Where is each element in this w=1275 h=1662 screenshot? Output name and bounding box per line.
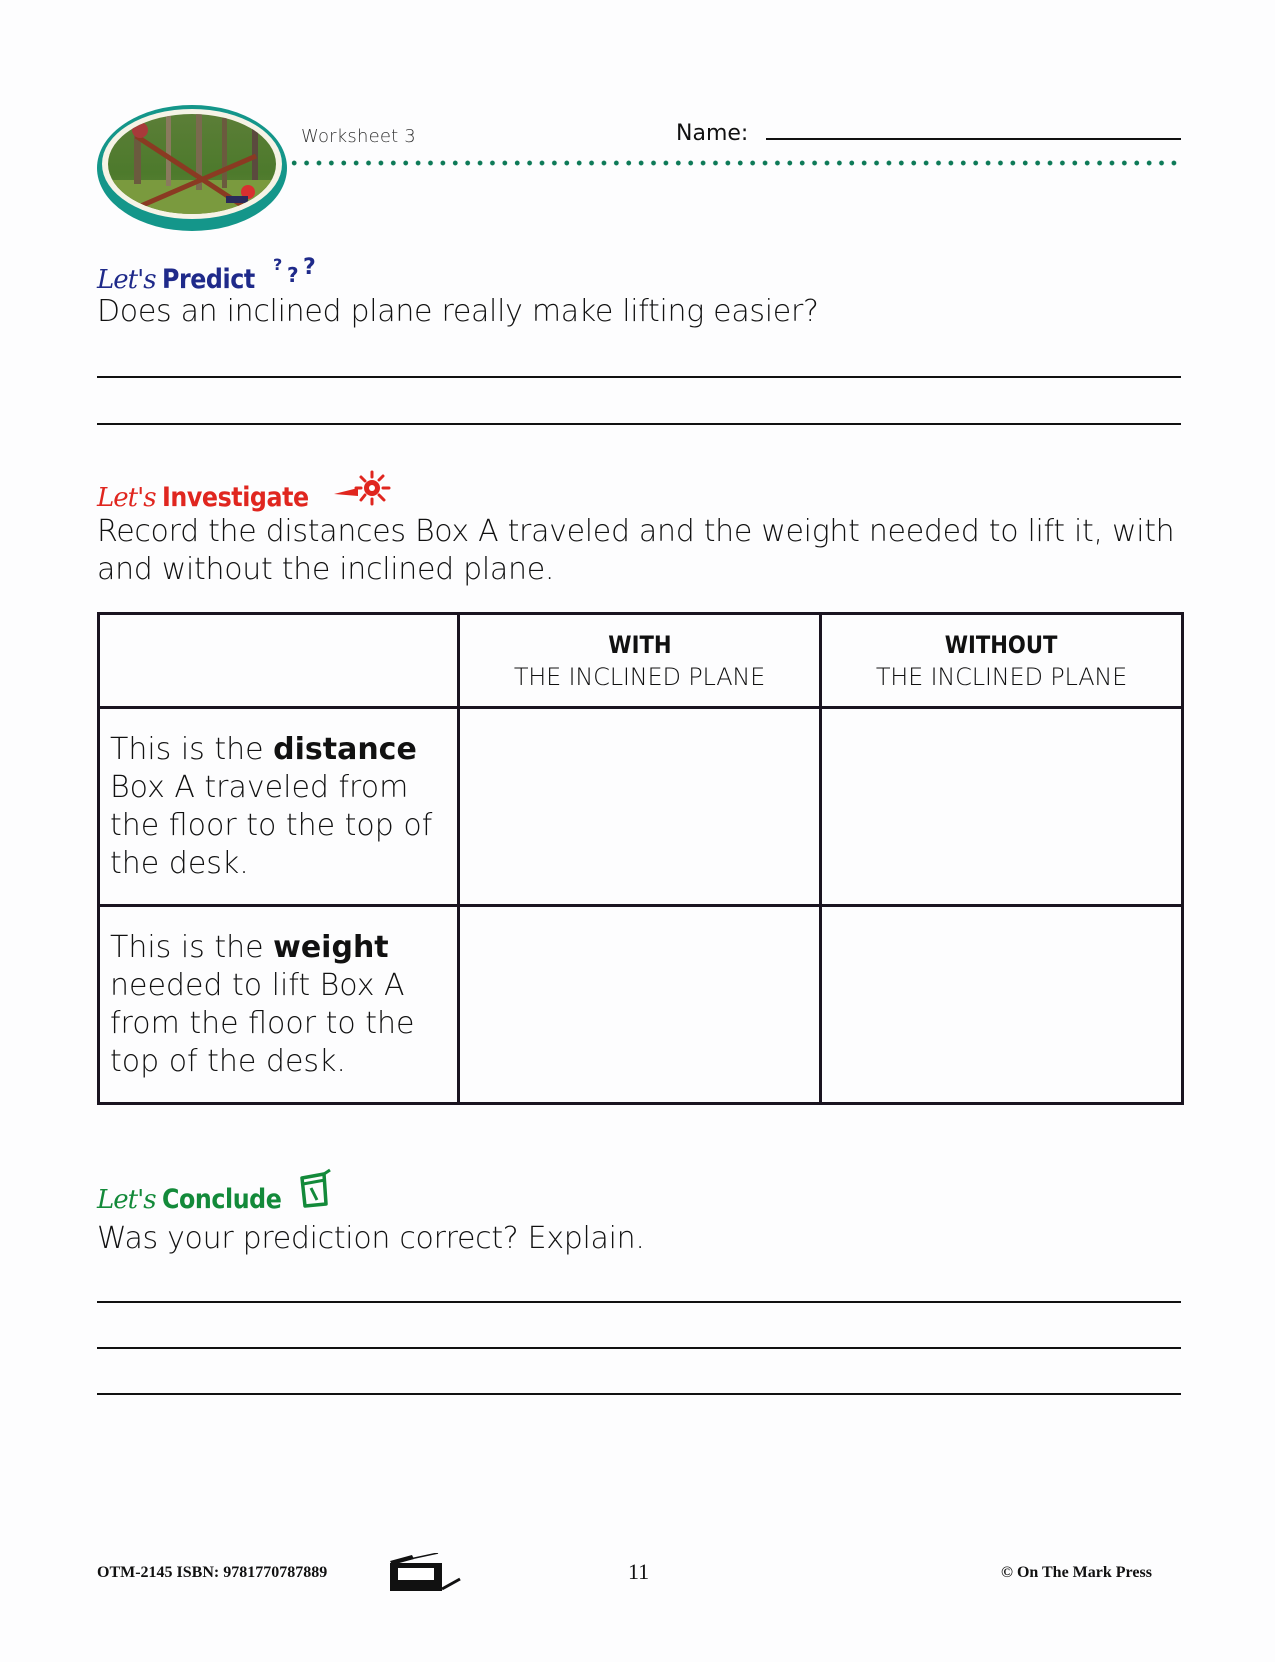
table-row xyxy=(99,708,1183,906)
seesaw-logo xyxy=(96,100,288,232)
clipboard-icon xyxy=(297,1168,333,1215)
svg-text:?: ? xyxy=(287,263,299,287)
predict-answer-line-1[interactable] xyxy=(97,376,1181,378)
predict-question: Does an inclined plane really make lifting easier? xyxy=(97,294,819,329)
splash-icon xyxy=(328,466,398,513)
page-number: 11 xyxy=(628,1559,650,1584)
name-input-line[interactable] xyxy=(766,138,1181,140)
weight-with-cell[interactable] xyxy=(459,906,821,1104)
row-label-suffix: needed to lift Box A from the floor to the top of the desk. xyxy=(110,967,415,1079)
conclude-heading xyxy=(97,1168,333,1215)
table-header-row xyxy=(99,614,1183,708)
conclude-question: Was your prediction correct? Explain. xyxy=(97,1221,645,1256)
investigate-title: Investigate xyxy=(161,482,309,513)
conclude-answer-line-1[interactable] xyxy=(97,1301,1181,1303)
row-label-prefix: This is the xyxy=(110,929,274,965)
row-label-distance xyxy=(99,708,459,906)
row-label-bold: distance xyxy=(273,731,417,767)
lets-label: Let's xyxy=(97,265,156,295)
weight-without-cell[interactable] xyxy=(821,906,1183,1104)
row-label-prefix: This is the xyxy=(110,731,274,767)
lets-label: Let's xyxy=(97,1185,156,1215)
dotted-divider xyxy=(288,160,1183,166)
table-row xyxy=(99,906,1183,1104)
footer-code-isbn: OTM-2145 ISBN: 9781770787889 xyxy=(97,1564,328,1581)
question-marks-icon xyxy=(267,248,327,295)
lets-label: Let's xyxy=(97,483,156,513)
predict-title: Predict xyxy=(161,264,255,295)
column-header-with xyxy=(459,614,821,708)
svg-text:?: ? xyxy=(273,255,283,274)
column-header-without xyxy=(821,614,1183,708)
copyright: © On The Mark Press xyxy=(1001,1564,1152,1581)
name-label: Name: xyxy=(676,121,749,146)
conclude-title: Conclude xyxy=(161,1184,282,1215)
photocopier-icon xyxy=(388,1553,464,1593)
data-table xyxy=(97,612,1184,1105)
distance-with-cell[interactable] xyxy=(459,708,821,906)
weight-without-value[interactable] xyxy=(822,907,1181,1102)
investigate-instructions: Record the distances Box A traveled and the weight needed to lift it, with and without the inclined plane. xyxy=(97,514,1175,587)
column-header-bold: WITH xyxy=(607,630,672,659)
conclude-answer-line-2[interactable] xyxy=(97,1347,1181,1349)
column-header-sub: THE INCLINED PLANE xyxy=(513,662,766,691)
row-label-weight xyxy=(99,906,459,1104)
predict-answer-line-2[interactable] xyxy=(97,423,1181,425)
svg-text:?: ? xyxy=(303,255,316,280)
distance-without-cell[interactable] xyxy=(821,708,1183,906)
conclude-answer-line-3[interactable] xyxy=(97,1393,1181,1395)
predict-heading xyxy=(97,248,327,295)
investigate-heading xyxy=(97,466,398,513)
distance-without-value[interactable] xyxy=(822,709,1181,904)
weight-with-value[interactable] xyxy=(460,907,819,1102)
empty-header-cell xyxy=(99,614,459,708)
row-label-suffix: Box A traveled from the floor to the top of the desk. xyxy=(110,769,433,881)
worksheet-label: Worksheet 3 xyxy=(301,126,416,147)
column-header-sub: THE INCLINED PLANE xyxy=(875,662,1128,691)
distance-with-value[interactable] xyxy=(460,709,819,904)
row-label-bold: weight xyxy=(273,929,389,965)
column-header-bold: WITHOUT xyxy=(945,630,1058,659)
